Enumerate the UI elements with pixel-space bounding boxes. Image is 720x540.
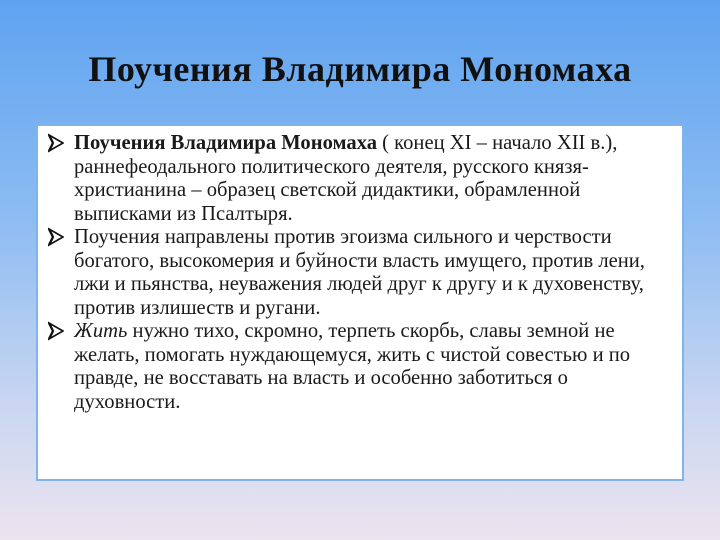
arrowhead-bullet-icon	[48, 227, 64, 247]
bullet-text: ( конец XI – начало XII в.), раннефеодального политического деятеля, русского князя-христианина – образец светской дидактики, обрамленной выписками из Псалтыря.	[74, 132, 618, 225]
arrowhead-bullet-icon	[48, 133, 64, 153]
bullet-italic-text: Жить	[74, 320, 128, 342]
slide-title: Поучения Владимира Мономаха	[88, 49, 632, 89]
bullet-text: нужно тихо, скромно, терпеть скорбь, славы земной не желать, помогать нуждающемуся, жить с чистой совестью и по правде, не восставать на власть и особенно заботиться о духовности.	[74, 320, 631, 413]
bullet-item	[48, 226, 672, 320]
content-box	[36, 124, 684, 481]
bullet-item	[48, 132, 672, 226]
bullet-bold-text: Поучения Владимира Мономаха	[74, 132, 378, 154]
bullet-item	[48, 320, 672, 414]
bullet-text: Поучения направлены против эгоизма сильного и черствости богатого, высокомерия и буйности власть имущего, против лени, лжи и пьянства, неуважения людей друг к другу и к духовенству, против излишеств и ругани.	[74, 226, 645, 319]
arrowhead-bullet-icon	[48, 321, 64, 341]
